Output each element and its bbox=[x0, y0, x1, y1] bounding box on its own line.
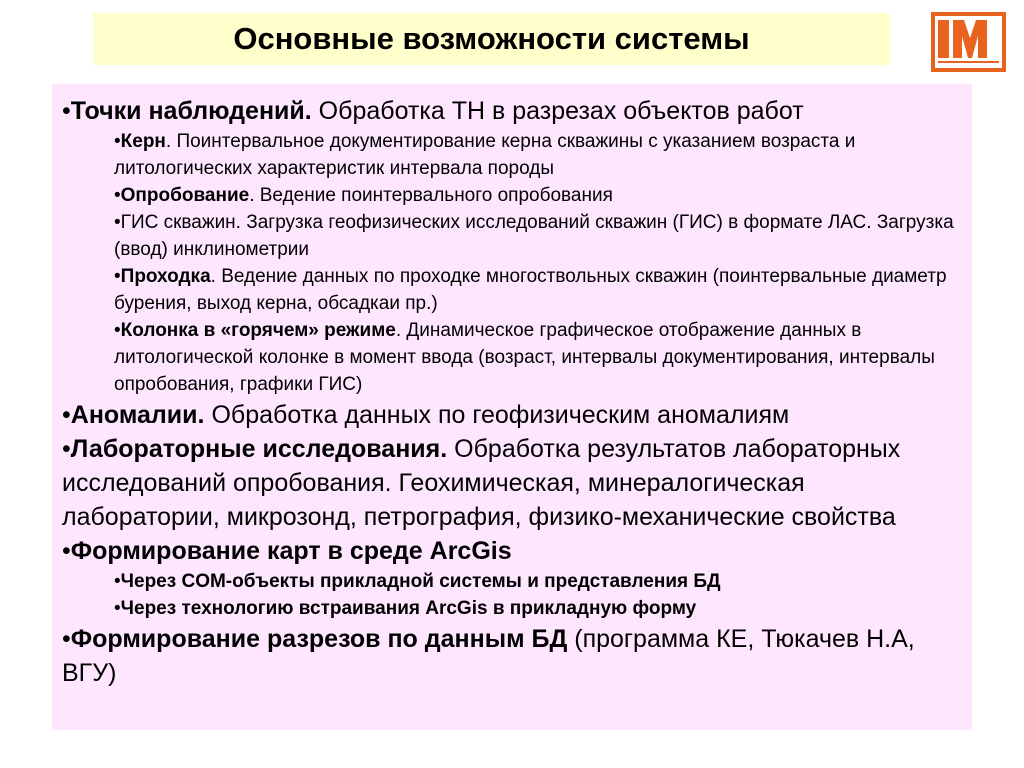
list-item-sections bbox=[62, 622, 964, 690]
bullet: • bbox=[62, 435, 71, 463]
sub-item-hot-column bbox=[114, 317, 964, 398]
item-heading: Лабораторные исследования. bbox=[70, 435, 448, 463]
item-text: Обработка данных по геофизическим аномалиям bbox=[204, 401, 790, 429]
content-panel bbox=[52, 84, 972, 730]
item-heading: Формирование разрезов по данным БД bbox=[70, 625, 568, 653]
item-text: Обработка результатов лабораторных исследований опробования. Геохимическая, минералогическая лаборатории, микрозонд, петрография, физико-механические свойства bbox=[62, 435, 901, 531]
list-item-lab-research bbox=[62, 432, 964, 534]
bullet: • bbox=[62, 625, 71, 653]
item-heading: Формирование карт в среде ArcGis bbox=[70, 537, 512, 565]
item-heading: Аномалии. bbox=[70, 401, 205, 429]
list-item-observation-points bbox=[62, 94, 964, 128]
list-item-anomalies bbox=[62, 398, 964, 432]
bullet: • bbox=[114, 320, 121, 341]
item-text: . Поинтервальное документирование керна скважины с указанием возраста и литологических характеристик интервала породы bbox=[114, 131, 856, 179]
list-item-arcgis-maps bbox=[62, 534, 964, 568]
item-text: . Динамическое графическое отображение данных в литологической колонке в момент ввода (возраст, интервалы документирования, интервалы опробования, графики ГИС) bbox=[114, 320, 935, 395]
bullet: • bbox=[114, 131, 121, 152]
bullet: • bbox=[114, 266, 121, 287]
item-heading: Керн bbox=[120, 131, 166, 152]
item-heading: Колонка в «горячем» режиме bbox=[120, 320, 396, 341]
item-heading: Точки наблюдений. bbox=[70, 97, 312, 125]
item-heading: Проходка bbox=[120, 266, 211, 287]
bullet: • bbox=[62, 401, 71, 429]
item-heading: Через технологию встраивания ArcGis в прикладную форму bbox=[120, 598, 697, 619]
logo-graphic bbox=[931, 12, 1006, 72]
item-text: . Ведение данных по проходке многоствольных скважин (поинтервальные диаметр бурения, выход керна, обсадкаи пр.) bbox=[114, 266, 947, 314]
bullet: • bbox=[114, 571, 121, 592]
item-text: . Ведение поинтервального опробования bbox=[249, 185, 613, 206]
title-banner bbox=[93, 13, 890, 65]
sub-item-com-objects bbox=[114, 568, 964, 595]
im-logo bbox=[931, 12, 1006, 72]
bullet: • bbox=[114, 212, 121, 233]
sub-item-gis-wells bbox=[114, 209, 964, 263]
item-heading: Опробование bbox=[120, 185, 250, 206]
sub-item-sampling bbox=[114, 182, 964, 209]
sub-item-core bbox=[114, 128, 964, 182]
item-text: (программа КЕ, Тюкачев Н.А, ВГУ) bbox=[62, 625, 915, 687]
sub-item-drilling bbox=[114, 263, 964, 317]
bullet: • bbox=[114, 598, 121, 619]
slide-title: Основные возможности системы bbox=[233, 21, 750, 56]
item-heading: Через COM-объекты прикладной системы и представления БД bbox=[120, 571, 721, 592]
item-text: Обработка ТН в разрезах объектов работ bbox=[311, 97, 804, 125]
bullet: • bbox=[114, 185, 121, 206]
bullet: • bbox=[62, 97, 71, 125]
sub-item-arcgis-embedding bbox=[114, 595, 964, 622]
bullet: • bbox=[62, 537, 71, 565]
item-text: ГИС скважин. Загрузка геофизических исследований скважин (ГИС) в формате ЛАС. Загрузка (ввод) инклинометрии bbox=[114, 212, 954, 260]
